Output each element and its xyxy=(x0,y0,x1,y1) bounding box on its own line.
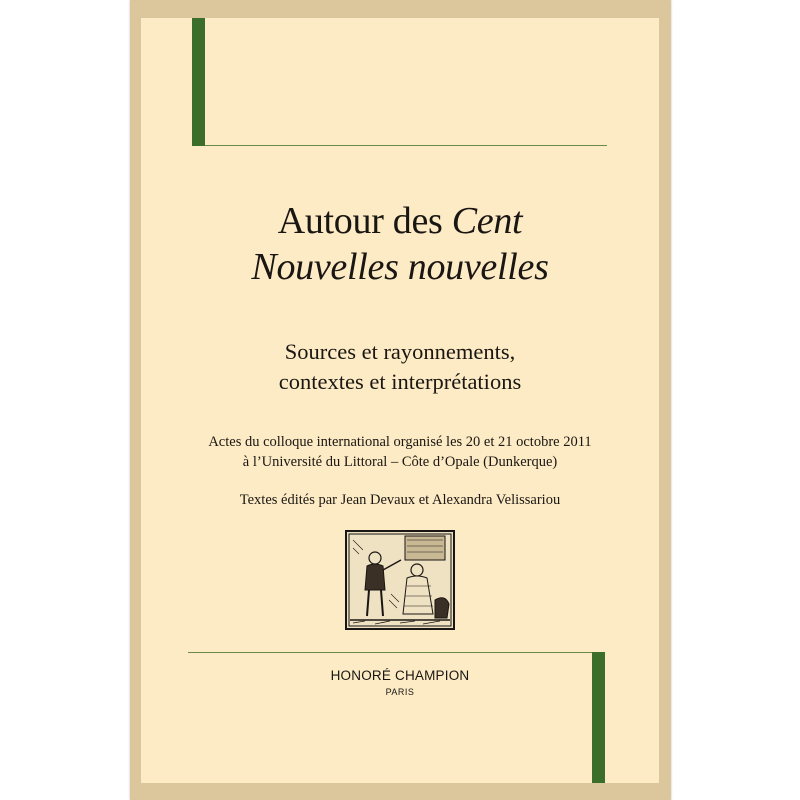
title-italic-cent: Cent xyxy=(451,200,523,242)
green-rule-top xyxy=(205,145,607,146)
publisher-name: HONORÉ CHAMPION xyxy=(330,668,470,683)
title-roman: Autour des xyxy=(277,200,452,242)
acts-line-1: Actes du colloque international organisé les 20 et 21 octobre 2011 xyxy=(208,434,592,450)
green-rule-bottom xyxy=(188,652,592,653)
green-bar-top xyxy=(192,18,205,146)
acts-line-2: à l’Université du Littoral – Côte d’Opale (Dunkerque) xyxy=(242,454,558,470)
publisher-city: PARIS xyxy=(385,687,415,697)
subtitle-line-2: contextes et interprétations xyxy=(278,369,522,394)
woodcut-illustration-icon xyxy=(345,530,455,630)
editors-line: Textes édités par Jean Devaux et Alexandra Velissariou xyxy=(239,492,561,508)
title-line-1 xyxy=(141,198,659,244)
conference-info xyxy=(141,432,659,472)
book-subtitle xyxy=(141,337,659,397)
title-italic-nouvelles: Nouvelles nouvelles xyxy=(251,246,549,288)
subtitle-line-1: Sources et rayonnements, xyxy=(284,339,516,364)
title-line-2 xyxy=(141,244,659,290)
book-title xyxy=(141,198,659,290)
